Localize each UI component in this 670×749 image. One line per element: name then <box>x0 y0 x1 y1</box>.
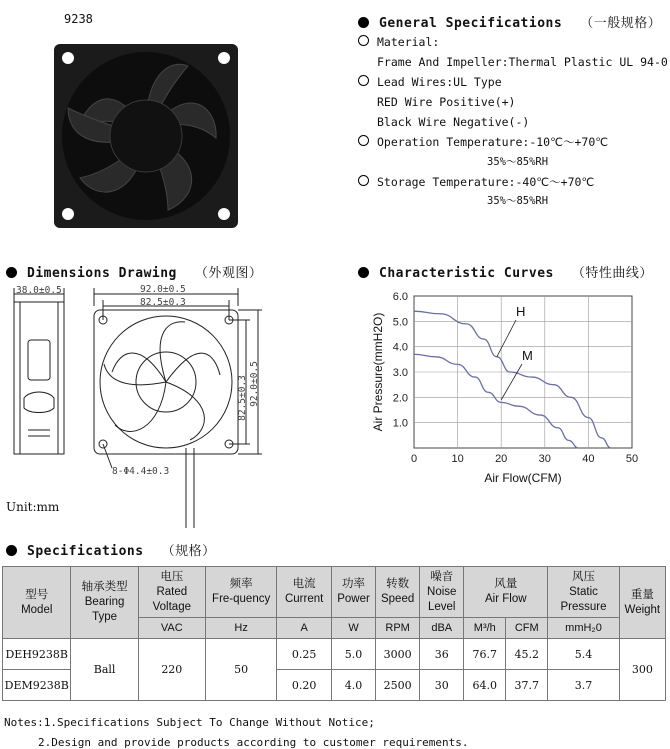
cell-power: 4.0 <box>331 670 375 701</box>
header-voltage: 电压 Rated Voltage <box>138 567 205 618</box>
unit-w: W <box>331 618 375 639</box>
unit-hz: Hz <box>205 618 276 639</box>
header-weight: 重量 Weight <box>619 567 665 639</box>
curve-label-m: M <box>522 348 533 363</box>
dimensions-heading <box>6 262 262 281</box>
specs-heading <box>6 540 216 559</box>
annotation-leader <box>501 364 522 400</box>
cell-cfm: 45.2 <box>506 639 548 670</box>
spec-operation-temp <box>358 132 608 152</box>
cell-pressure: 5.4 <box>548 639 619 670</box>
general-specs-heading <box>358 12 661 31</box>
unit-cfm: CFM <box>506 618 548 639</box>
cell-cfm: 37.7 <box>506 670 548 701</box>
annotation-leader <box>497 320 516 357</box>
dim-width-hole: 82.5±0.3 <box>140 297 186 308</box>
cell-pressure: 3.7 <box>548 670 619 701</box>
header-noise: 噪音 Noise Level <box>420 567 464 618</box>
unit-label: Unit:mm <box>6 500 60 514</box>
curve-label-h: H <box>516 304 526 319</box>
x-tick-label: 50 <box>625 453 639 465</box>
y-tick-label: 3.0 <box>392 367 408 379</box>
cell-model: DEM9238B <box>3 670 71 701</box>
header-pressure: 风压 Static Pressure <box>548 567 619 618</box>
cell-noise: 36 <box>420 639 464 670</box>
header-speed: 转数 Speed <box>376 567 420 618</box>
dim-height-outer: 92.0±0.5 <box>249 361 260 407</box>
table-header-row <box>3 567 666 618</box>
model-label: 9238 <box>64 12 93 26</box>
header-frequency: 频率 Fre-quency <box>205 567 276 618</box>
y-tick-label: 4.0 <box>392 341 408 354</box>
dimensions-drawing <box>0 280 280 530</box>
dim-width-outer: 92.0±0.5 <box>140 284 186 295</box>
cell-bearing: Ball <box>71 639 138 701</box>
y-tick-label: 2.0 <box>392 392 408 405</box>
bullet-icon <box>6 545 17 556</box>
header-bearing: 轴承类型 Bearing Type <box>71 567 138 639</box>
header-airflow: 风量 Air Flow <box>464 567 548 618</box>
lead-black: Black Wire Negative(-) <box>377 115 530 129</box>
table-row <box>3 639 666 670</box>
dimensions-title-cn: （外观图） <box>194 266 263 281</box>
cell-speed: 3000 <box>376 639 420 670</box>
circle-bullet-icon <box>358 135 369 146</box>
dim-height-hole: 82.5±0.3 <box>237 375 248 421</box>
unit-vac: VAC <box>138 618 205 639</box>
circle-bullet-icon <box>358 75 369 86</box>
cell-power: 5.0 <box>331 639 375 670</box>
curves-heading <box>358 262 653 281</box>
y-tick-label: 1.0 <box>392 417 408 430</box>
general-specs-title-cn: （一般规格） <box>580 16 662 31</box>
unit-dba: dBA <box>420 618 464 639</box>
cell-frequency: 50 <box>205 639 276 701</box>
spec-storage-temp <box>358 172 594 192</box>
cell-weight: 300 <box>619 639 665 701</box>
x-axis-label: Air Flow(CFM) <box>484 471 562 485</box>
unit-m3h: M³/h <box>464 618 506 639</box>
cell-current: 0.25 <box>277 639 332 670</box>
cell-noise: 30 <box>420 670 464 701</box>
note-line-1: Notes:1.Specifications Subject To Change Without Notice; <box>4 716 375 729</box>
header-current: 电流 Current <box>277 567 332 618</box>
dim-holes: 8-Φ4.4±0.3 <box>112 466 170 477</box>
dim-depth: 38.0±0.5 <box>16 285 62 296</box>
x-tick-label: 30 <box>538 453 551 465</box>
y-axis-label: Air Pressure(mmH2O) <box>371 312 385 432</box>
x-tick-label: 40 <box>582 453 595 465</box>
x-tick-label: 20 <box>495 453 508 465</box>
unit-a: A <box>277 618 332 639</box>
st-temp: Storage Temperature:-40℃～+70℃ <box>377 175 595 189</box>
cell-speed: 2500 <box>376 670 420 701</box>
y-tick-label: 5.0 <box>392 316 408 329</box>
note-line-2: 2.Design and provide products according to customer requirements. <box>38 736 469 749</box>
cell-current: 0.20 <box>277 670 332 701</box>
unit-mmh2o: mmH₂0 <box>548 618 619 639</box>
y-tick-label: 6.0 <box>392 291 408 303</box>
header-model: 型号 Model <box>3 567 71 639</box>
characteristic-chart <box>366 286 656 496</box>
spec-lead <box>358 72 502 92</box>
cell-model: DEH9238B <box>3 639 71 670</box>
st-rh: 35%～85%RH <box>487 195 549 207</box>
circle-bullet-icon <box>358 35 369 46</box>
unit-rpm: RPM <box>376 618 420 639</box>
cell-m3h: 76.7 <box>464 639 506 670</box>
specs-title-cn: （规格） <box>161 544 216 559</box>
circle-bullet-icon <box>358 175 369 186</box>
spec-material <box>358 32 439 52</box>
fan-photo <box>48 38 244 234</box>
op-rh: 35%～85%RH <box>487 156 549 168</box>
header-power: 功率 Power <box>331 567 375 618</box>
dimensions-title: Dimensions Drawing <box>27 266 177 281</box>
x-tick-label: 0 <box>410 453 418 465</box>
bullet-icon <box>358 17 369 28</box>
x-tick-label: 10 <box>451 453 464 465</box>
material-value: Frame And Impeller:Thermal Plastic UL 94-0 <box>377 55 668 69</box>
cell-m3h: 64.0 <box>464 670 506 701</box>
specs-title: Specifications <box>27 544 144 559</box>
lead-label: Lead Wires:UL Type <box>377 75 502 89</box>
op-temp: Operation Temperature:-10℃～+70℃ <box>377 135 609 149</box>
series-line-m <box>414 354 578 448</box>
cell-voltage: 220 <box>138 639 205 701</box>
curves-title: Characteristic Curves <box>379 266 554 281</box>
bullet-icon <box>6 267 17 278</box>
general-specs-title: General Specifications <box>379 16 563 31</box>
material-label: Material: <box>377 35 440 49</box>
bullet-icon <box>358 267 369 278</box>
curves-title-cn: （特性曲线） <box>571 266 653 281</box>
specs-table <box>2 566 666 701</box>
lead-red: RED Wire Positive(+) <box>377 95 516 109</box>
